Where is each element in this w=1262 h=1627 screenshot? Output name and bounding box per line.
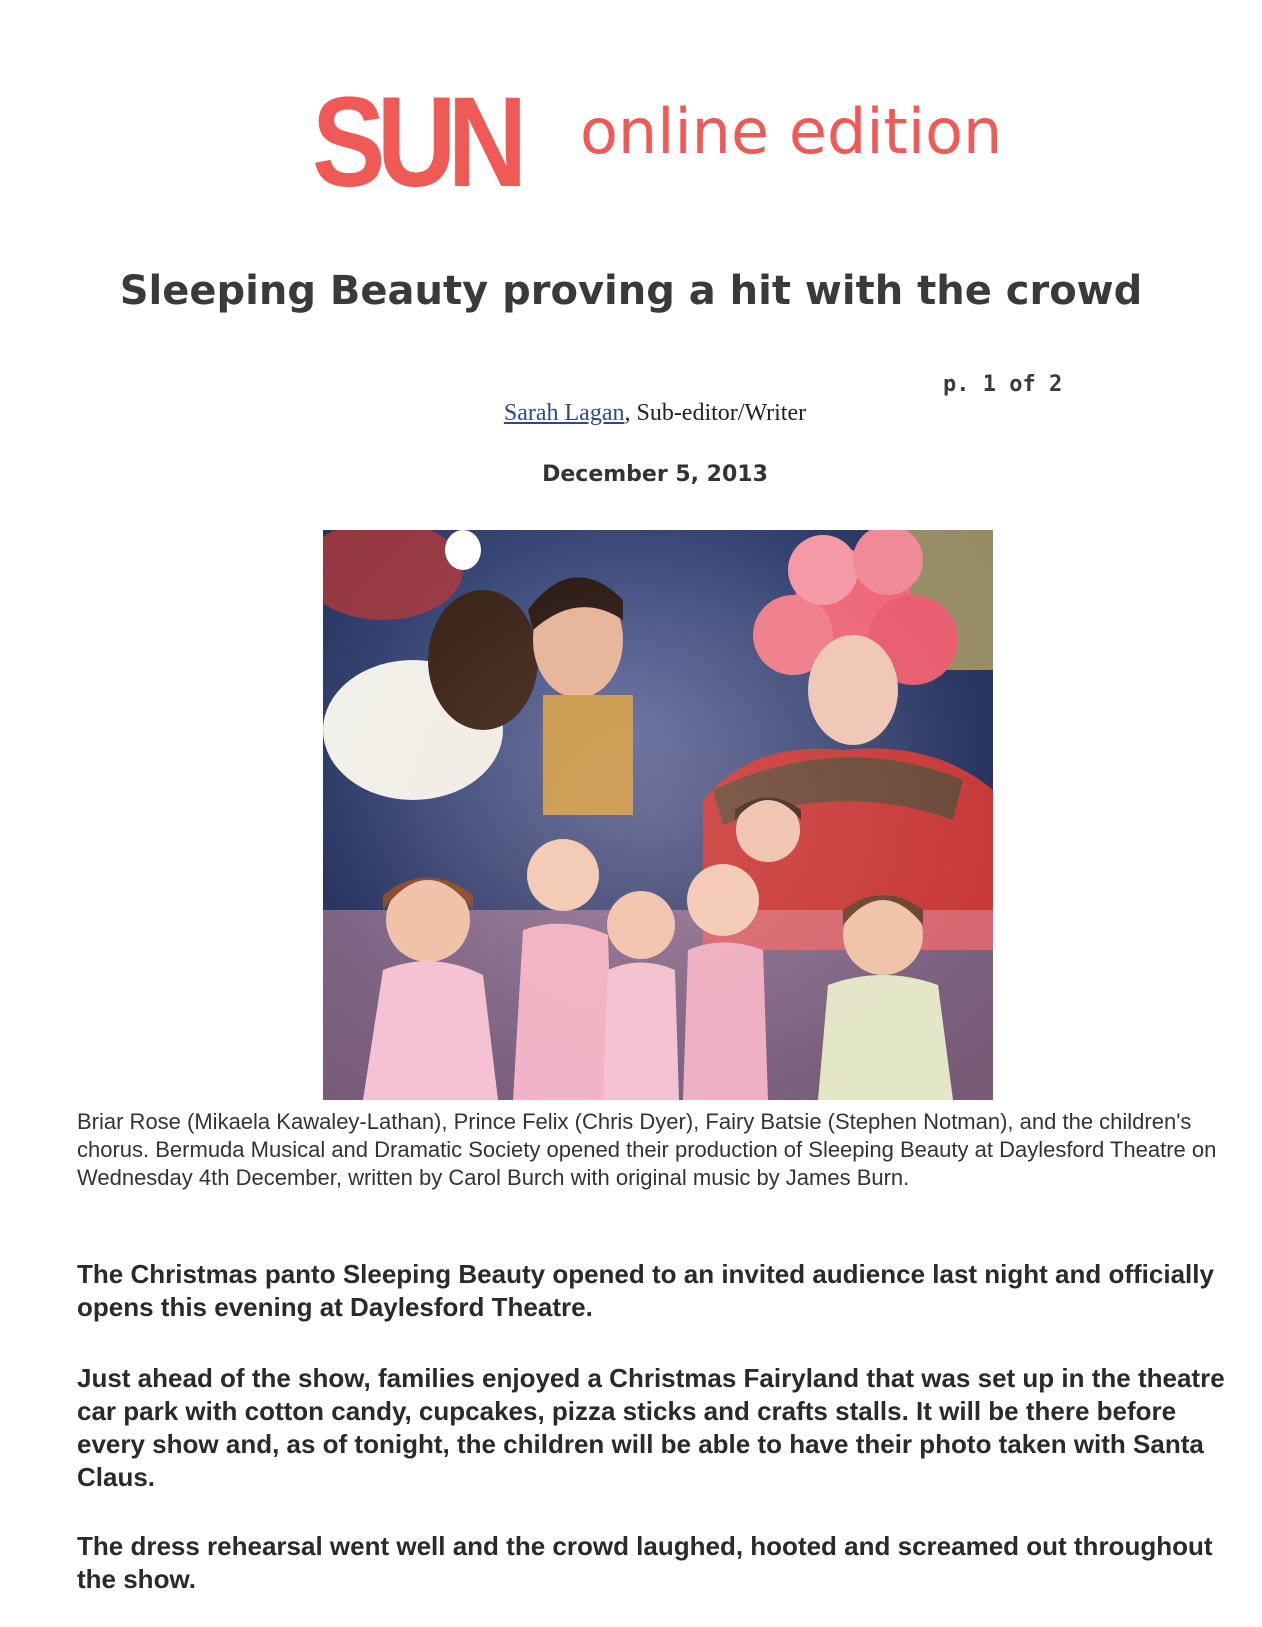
article-paragraph: The Christmas panto Sleeping Beauty opened to an invited audience last night and officially opens this evening at Daylesford Theatre. bbox=[77, 1259, 1214, 1322]
masthead bbox=[312, 71, 1032, 214]
article-paragraph: Just ahead of the show, families enjoyed a Christmas Fairyland that was set up in the theatre car park with cotton candy, cupcakes, pizza sticks and crafts stalls. It will be there before every show and, as of tonight, the children will be able to have their photo taken with Santa Claus. bbox=[77, 1363, 1225, 1492]
article-date: December 5, 2013 bbox=[542, 462, 768, 487]
article-paragraph: The dress rehearsal went well and the crowd laughed, hooted and screamed out throughout the show. bbox=[77, 1531, 1213, 1594]
author-role: , Sub-editor/Writer bbox=[624, 400, 807, 426]
byline bbox=[0, 400, 1262, 427]
article-headline: Sleeping Beauty proving a hit with the crowd bbox=[119, 268, 1143, 314]
photo-caption: Briar Rose (Mikaela Kawaley-Lathan), Prince Felix (Chris Dyer), Fairy Batsie (Stephen Notman), and the children's chorus. Bermuda Musical and Dramatic Society opened their production of Sleeping Beauty at Daylesford Theatre on Wednesday 4th December, written by Carol Burch with original music by James Burn. bbox=[77, 1109, 1217, 1190]
cast-photo-illustration bbox=[323, 530, 993, 1100]
edition-label: online edition bbox=[580, 95, 1003, 168]
author-link[interactable]: Sarah Lagan bbox=[503, 400, 625, 426]
page-indicator: p. 1 of 2 bbox=[943, 372, 1063, 397]
article-photo bbox=[323, 530, 993, 1100]
brand-logo: SUN bbox=[312, 71, 519, 214]
